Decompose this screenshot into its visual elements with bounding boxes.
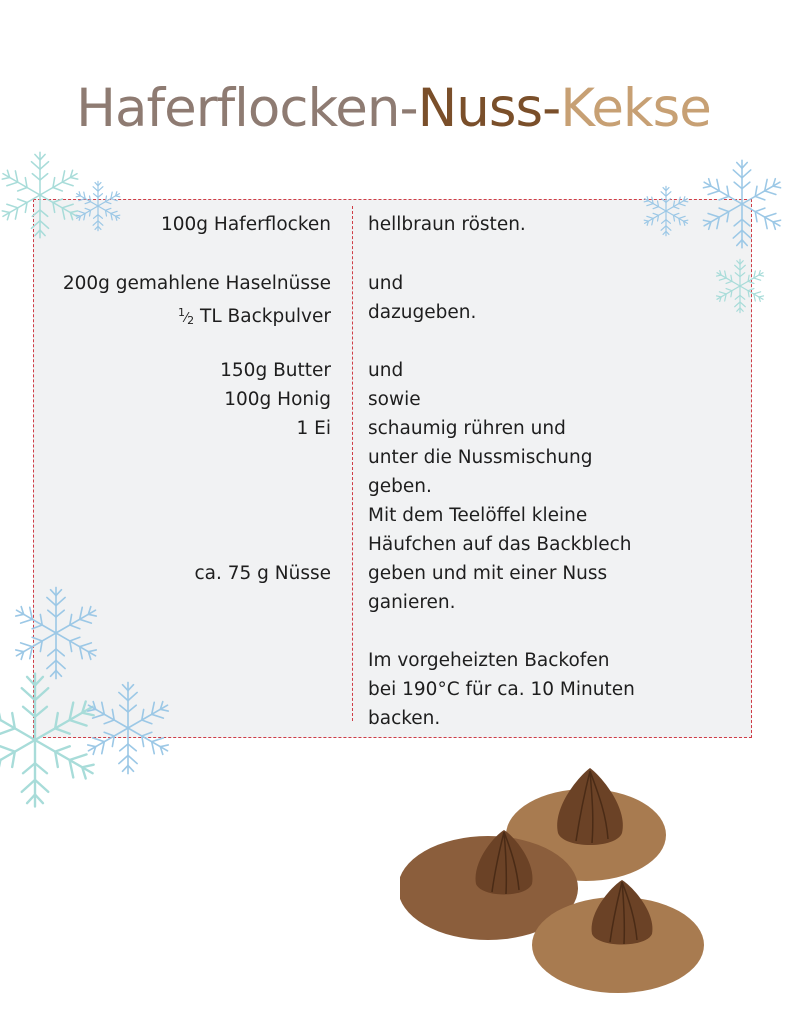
- step-line: schaumig rühren und: [368, 418, 566, 439]
- ingredient-oats: 100g Haferflocken: [161, 214, 331, 235]
- step-line: geben.: [368, 476, 432, 497]
- step-line: ganieren.: [368, 592, 456, 613]
- page-title: [0, 78, 787, 139]
- step-line: sowie: [368, 389, 421, 410]
- hazelnut-icon: [557, 768, 623, 845]
- step-line: Häufchen auf das Backblech: [368, 534, 632, 555]
- snowflake-icon: [696, 158, 787, 250]
- step-line: und: [368, 360, 404, 381]
- cookie-illustration: [400, 760, 720, 1000]
- column-divider: [352, 206, 353, 721]
- step-line: geben und mit einer Nuss: [368, 563, 608, 584]
- snowflake-icon: [640, 185, 692, 237]
- step-line: unter die Nussmischung: [368, 447, 593, 468]
- step-line: dazugeben.: [368, 302, 477, 323]
- snowflake-icon: [80, 680, 176, 776]
- step-line: backen.: [368, 708, 441, 729]
- ingredient-butter: 150g Butter: [220, 360, 331, 381]
- snowflake-icon: [712, 258, 768, 314]
- title-part-cookies: Kekse: [560, 78, 711, 139]
- ingredient-hazelnuts: 200g gemahlene Haselnüsse: [62, 273, 331, 294]
- fraction-half: $^1⁄_2$: [177, 306, 195, 327]
- ingredient-baking-powder: $^1⁄_2$ TL Backpulver: [177, 306, 331, 327]
- title-part-oats: Haferflocken-: [76, 78, 418, 139]
- ingredient-honey: 100g Honig: [224, 389, 331, 410]
- step-line: Im vorgeheizten Backofen: [368, 650, 610, 671]
- step-line: bei 190°C für ca. 10 Minuten: [368, 679, 635, 700]
- step-line: hellbraun rösten.: [368, 214, 526, 235]
- snowflake-icon: [72, 180, 124, 232]
- title-part-nut: Nuss-: [417, 78, 561, 139]
- snowflake-icon: [8, 585, 104, 681]
- ingredient-nuts: ca. 75 g Nüsse: [194, 563, 331, 584]
- ingredient-egg: 1 Ei: [296, 418, 331, 439]
- step-line: Mit dem Teelöffel kleine: [368, 505, 588, 526]
- step-line: und: [368, 273, 404, 294]
- hazelnut-icon: [592, 880, 653, 945]
